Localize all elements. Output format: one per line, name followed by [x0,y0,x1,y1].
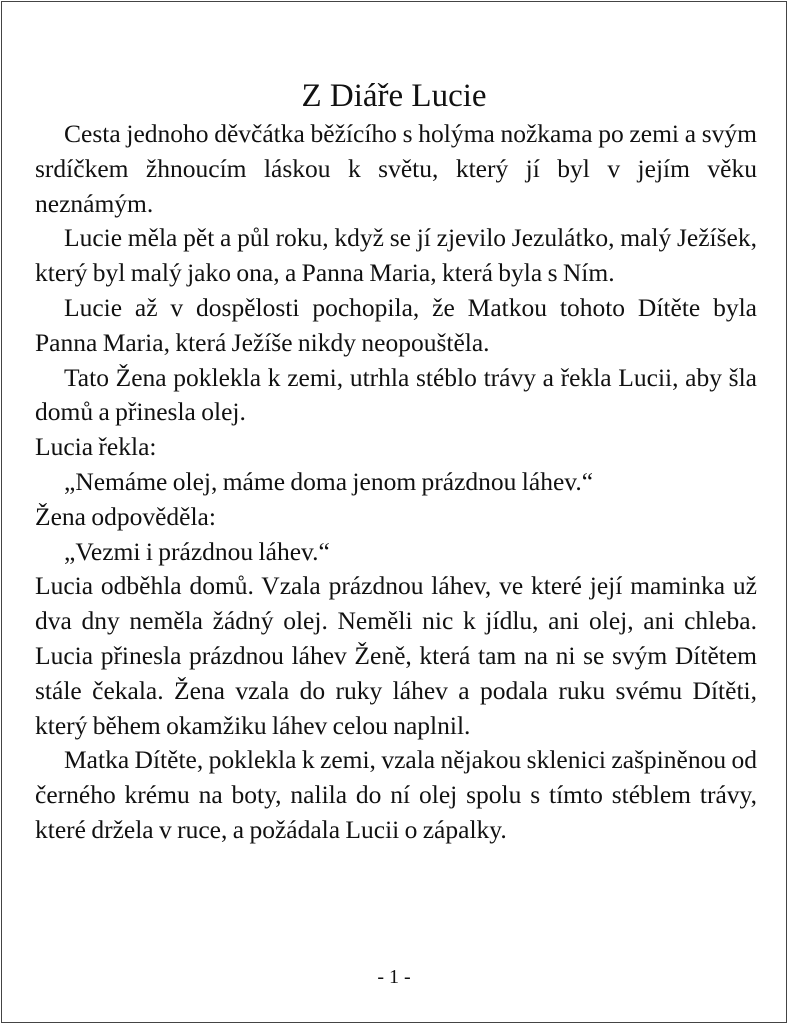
page-number: - 1 - [377,966,411,988]
paragraph-3: Lucie až v dospělosti pochopila, že Matkou tohoto Dítěte byla Panna Maria, která Ježíše nikdy neopouštěla. [35,292,757,357]
paragraph-9: Lucia odběhla domů. Vzala prázdnou láhev, ve které její maminka už dva dny neměla žádný olej. Neměli nic k jídlu, ani olej, ani chleba. Lucia přinesla prázdnou láhev Ženě, která tam na ni se svým Dítětem stále čekala. Žena vzala do ruky láhev a podala ruku svému Dítěti, který během okamžiku láhev celou naplnil. [35,571,757,740]
page-title: Z Diáře Lucie [301,78,487,114]
paragraph-8-quote: „Vezmi i prázdnou láhev.“ [64,536,330,566]
paragraph-5: Lucia řekla: [35,432,157,462]
paragraph-10: Matka Dítěte, poklekla k zemi, vzala nějakou sklenici zašpiněnou od černého krému na boty, nalila do ní olej spolu s tímto stéblem trávy, které držela v ruce, a požádala Lucii o zápalky. [35,745,757,844]
paragraph-6-quote: „Nemáme olej, máme doma jenom prázdnou láhev.“ [64,466,594,496]
body-text [35,117,757,848]
paragraph-1: Cesta jednoho děvčátka běžícího s holýma nožkama po zemi a svým srdíčkem žhnoucím láskou k světu, který jí byl v jejím věku neznámým. [35,119,757,218]
document-page [1,1,787,1023]
paragraph-2: Lucie měla pět a půl roku, když se jí zjevilo Jezulátko, malý Ježíšek, který byl malý jako ona, a Panna Maria, která byla s Ním. [35,223,757,288]
paragraph-4: Tato Žena poklekla k zemi, utrhla stéblo trávy a řekla Lucii, aby šla domů a přinesla olej. [35,362,757,427]
paragraph-7: Žena odpověděla: [35,501,216,531]
